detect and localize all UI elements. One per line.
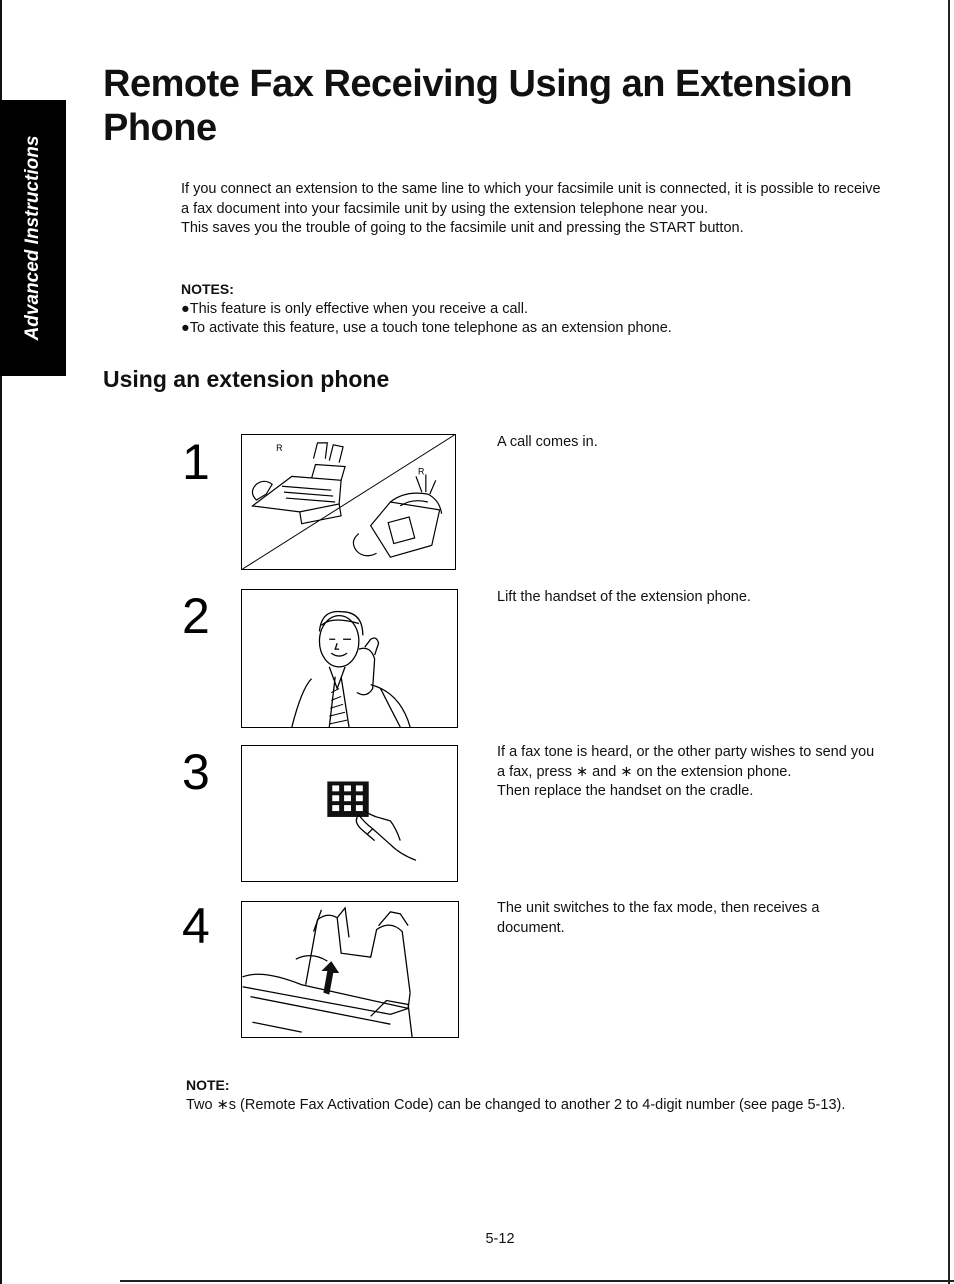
page-title: Remote Fax Receiving Using an Extension Phone xyxy=(103,63,853,149)
notes-heading: NOTES: xyxy=(181,281,234,297)
notes-item: ●This feature is only effective when you receive a call. xyxy=(181,300,528,317)
step-illustration-press-keys xyxy=(241,745,458,882)
step-number: 1 xyxy=(182,434,210,490)
step-line: Then replace the handset on the cradle. xyxy=(497,783,754,799)
step-line: If a fax tone is heard, or the other party wishes to send you a fax, press ∗ and ∗ on the extension phone. xyxy=(497,744,875,780)
side-tab-label: Advanced Instructions xyxy=(22,135,43,341)
intro-paragraph: If you connect an extension to the same line to which your facsimile unit is connected, it is possible to receive a fax document into your facsimile unit by using the extension telephone near you. xyxy=(181,181,881,217)
intro-paragraph: This saves you the trouble of going to the facsimile unit and pressing the START button. xyxy=(181,220,744,236)
fax-and-phone-ringing-icon xyxy=(242,435,455,569)
step-number: 2 xyxy=(182,588,210,644)
ring-letter: R xyxy=(276,442,283,453)
step-line: A call comes in. xyxy=(497,434,598,450)
step-text xyxy=(497,433,877,453)
notes-item: ●To activate this feature, use a touch tone telephone as an extension phone. xyxy=(181,320,672,336)
step-text xyxy=(497,743,877,802)
step-line: Lift the handset of the extension phone. xyxy=(497,589,751,605)
note-section xyxy=(186,1075,846,1115)
bottom-rule xyxy=(120,1280,954,1282)
step-illustration-lift-handset xyxy=(241,589,458,728)
step-illustration-incoming-call xyxy=(241,434,456,570)
step-number: 4 xyxy=(182,898,210,954)
keypad-hand-icon xyxy=(242,746,457,881)
notes-section xyxy=(181,280,886,339)
person-on-phone-icon xyxy=(242,590,457,727)
note-text: Two ∗s (Remote Fax Activation Code) can be changed to another 2 to 4-digit number (see page 5-13). xyxy=(186,1097,846,1113)
step-illustration-fax-receiving xyxy=(241,901,459,1038)
step-line: The unit switches to the fax mode, then receives a document. xyxy=(497,900,820,936)
section-side-tab xyxy=(0,100,66,376)
intro-text xyxy=(181,180,886,239)
page-number: 5-12 xyxy=(485,1231,515,1247)
step-text xyxy=(497,899,877,938)
ring-letter: R xyxy=(417,466,425,477)
section-subtitle: Using an extension phone xyxy=(103,366,390,392)
fax-machine-icon xyxy=(242,902,458,1037)
right-margin-rule xyxy=(948,0,950,1284)
note-heading: NOTE: xyxy=(186,1077,230,1093)
step-number: 3 xyxy=(182,744,210,800)
step-text xyxy=(497,588,877,608)
